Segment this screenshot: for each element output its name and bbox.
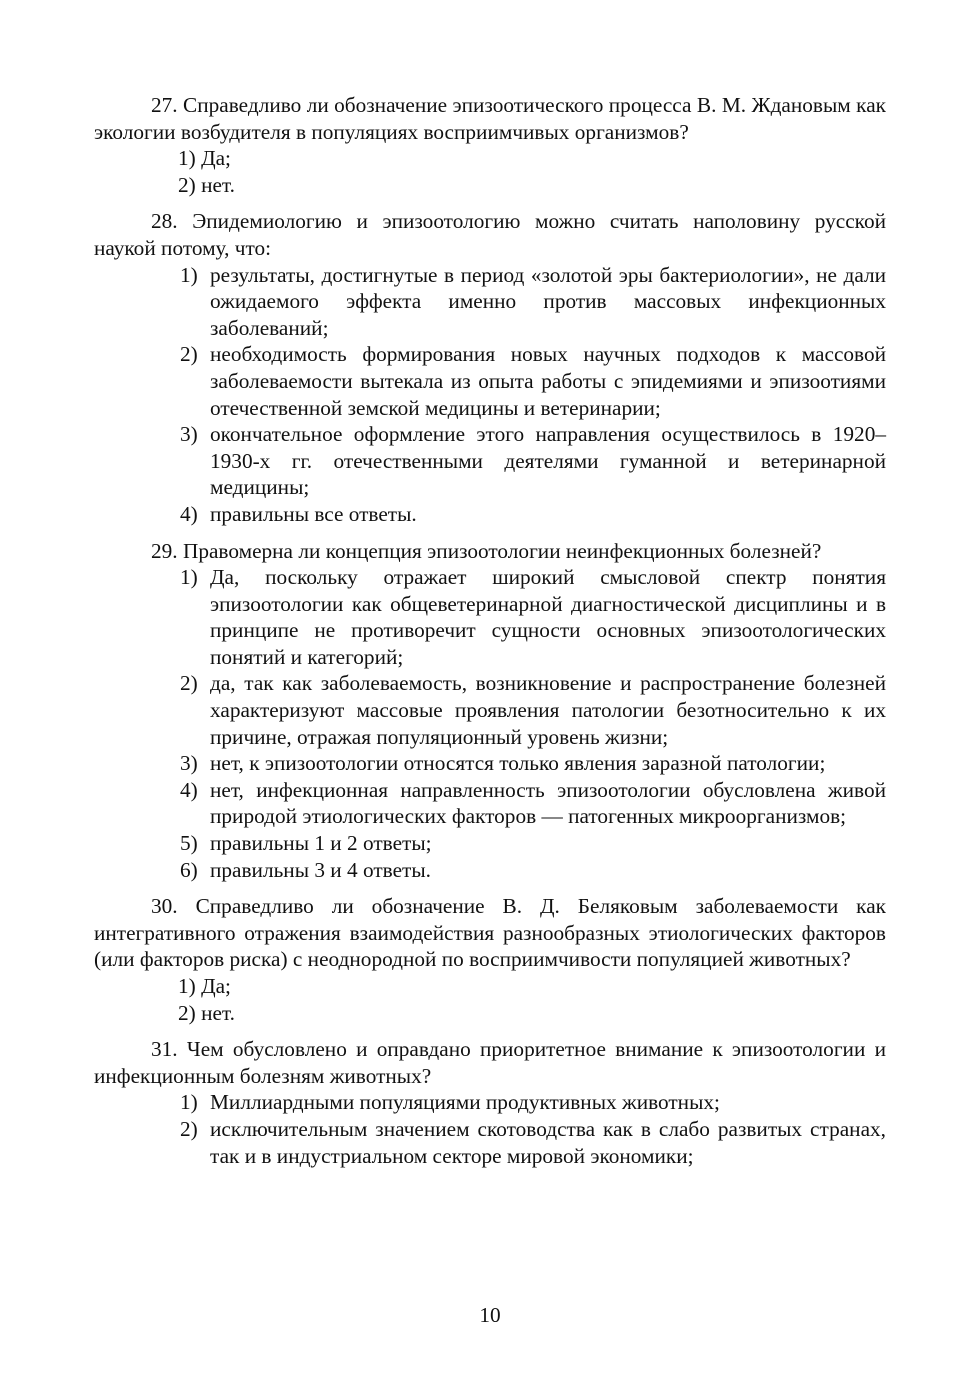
question-30 <box>94 893 886 1026</box>
option-text: да, так как заболеваемость, возникновение и распространение болезней характеризуют массовые проявления патологии безотносительно к их причине, отражая популяционный уровень жизни; <box>210 671 886 749</box>
option-text: нет. <box>201 1000 235 1025</box>
option-text: Да; <box>201 974 231 998</box>
option-number: 1) <box>178 974 196 998</box>
option-text: результаты, достигнутые в период «золотой эры бактериологии», не дали ожидаемого эффекта именно против массовых инфекционных заболеваний; <box>210 262 886 340</box>
option-number: 1) <box>180 262 198 287</box>
question-text <box>94 893 886 973</box>
option-number: 1) <box>178 146 196 171</box>
question-number: 30. <box>151 894 178 919</box>
option-text: правильны 1 и 2 ответы; <box>210 831 432 856</box>
answer-option <box>94 172 886 199</box>
answer-option <box>94 145 886 172</box>
answer-option <box>94 777 886 830</box>
option-text: Да, поскольку отражает широкий смысловой спектр понятия эпизоотологии как общеветеринарной диагностической дисциплины и в принципе не противоречит сущности основных эпизоотологических понятий и категорий; <box>210 565 886 669</box>
option-number: 3) <box>180 751 198 776</box>
question-text <box>94 1036 886 1089</box>
answer-option <box>94 1000 886 1027</box>
option-number: 1) <box>180 565 198 590</box>
option-number: 2) <box>178 1000 196 1025</box>
page-number: 10 <box>479 1303 501 1327</box>
option-number: 2) <box>178 172 196 197</box>
answer-option <box>94 421 886 501</box>
question-number: 28. <box>151 209 178 234</box>
option-number: 4) <box>180 777 198 802</box>
option-number: 2) <box>180 1116 198 1141</box>
question-body: Чем обусловлено и оправдано приоритетное внимание к эпизоотологии и инфекционным болезням животных? <box>94 1037 886 1088</box>
answer-option <box>94 501 886 528</box>
option-number: 5) <box>180 831 198 856</box>
question-text <box>94 208 886 261</box>
answer-option <box>94 830 886 857</box>
option-text: исключительным значением скотоводства как в слабо развитых странах, так и в индустриальном секторе мировой экономики; <box>210 1116 886 1168</box>
question-text <box>94 538 886 565</box>
question-number: 31. <box>151 1037 178 1062</box>
question-29 <box>94 538 886 884</box>
option-text: нет, к эпизоотологии относятся только явления заразной патологии; <box>210 751 826 776</box>
answer-option <box>94 262 886 342</box>
option-text: правильны 3 и 4 ответы. <box>210 857 431 882</box>
option-number: 2) <box>180 671 198 696</box>
answer-option <box>94 857 886 884</box>
question-text <box>94 92 886 145</box>
option-text: нет, инфекционная направленность эпизоотологии обусловлена живой природой этиологических факторов — патогенных микроорганизмов; <box>210 777 886 829</box>
option-text: Миллиардными популяциями продуктивных животных; <box>210 1090 720 1115</box>
answer-option <box>94 750 886 777</box>
option-number: 6) <box>180 857 198 882</box>
option-text: нет. <box>201 172 235 197</box>
question-body: Правомерна ли концепция эпизоотологии неинфекционных болезней? <box>182 538 822 563</box>
answer-option <box>94 1116 886 1169</box>
question-number: 27. <box>151 93 178 117</box>
option-number: 4) <box>180 501 198 526</box>
answer-option <box>94 1089 886 1116</box>
answer-option <box>94 341 886 421</box>
option-number: 1) <box>180 1090 198 1115</box>
question-28 <box>94 208 886 527</box>
option-text: Да; <box>201 146 231 171</box>
answer-option <box>94 564 886 670</box>
question-number: 29. <box>151 538 178 563</box>
question-31 <box>94 1036 886 1169</box>
option-text: правильны все ответы. <box>210 501 417 526</box>
question-body: Эпидемиологию и эпизоотологию можно считать наполовину русской наукой потому, что: <box>94 209 886 260</box>
option-text: окончательное оформление этого направления осуществилось в 1920–1930-х гг. отечественными деятелями гуманной и ветеринарной медицины; <box>210 422 886 500</box>
question-body: Справедливо ли обозначение В. Д. Беляковым заболеваемости как интегративного отражения взаимодействия разнообразных этиологических факторов (или факторов риска) с неоднородной по восприимчивости популяцией животных? <box>94 894 886 972</box>
option-number: 2) <box>180 342 198 367</box>
answer-option <box>94 973 886 1000</box>
option-text: необходимость формирования новых научных подходов к массовой заболеваемости вытекала из опыта работы с эпидемиями и эпизоотиями отечественной земской медицины и ветеринарии; <box>210 342 886 420</box>
answer-option <box>94 670 886 750</box>
question-body: Справедливо ли обозначение эпизоотического процесса В. М. Ждановым как экологии возбудителя в популяциях восприимчивых организмов? <box>94 93 886 144</box>
question-27 <box>94 92 886 198</box>
option-number: 3) <box>180 422 198 447</box>
